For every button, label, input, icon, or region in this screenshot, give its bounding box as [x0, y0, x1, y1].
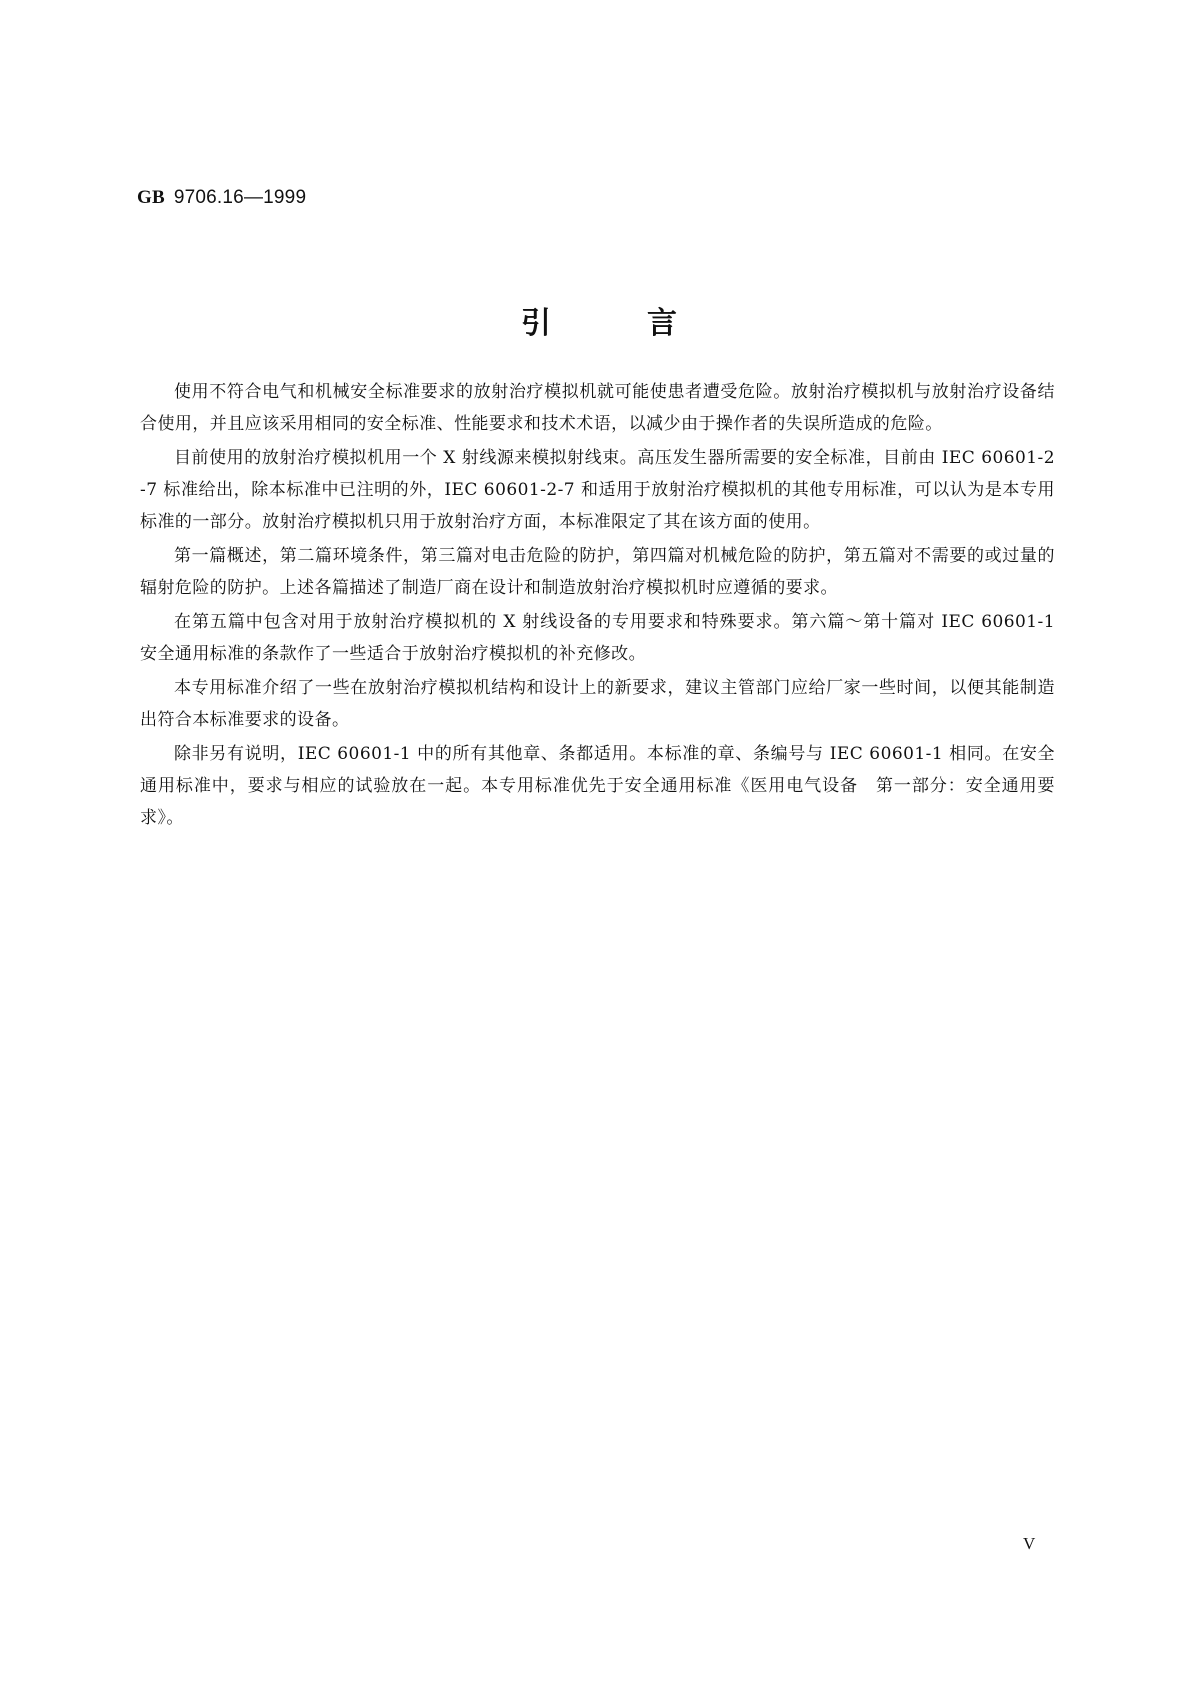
standard-code: 9706.16—1999: [173, 187, 307, 208]
paragraph-5: 本专用标准介绍了一些在放射治疗模拟机结构和设计上的新要求，建议主管部门应给厂家一些时间，以便其能制造出符合本标准要求的设备。: [140, 678, 1055, 730]
paragraph-6: 除非另有说明，IEC 60601-1 中的所有其他章、条都适用。本标准的章、条编号与 IEC 60601-1 相同。在安全通用标准中，要求与相应的试验放在一起。本专用标准优先于安全通用标准《医用电气设备 第一部分：安全通用要求》。: [140, 744, 1055, 828]
paragraph-1: 使用不符合电气和机械安全标准要求的放射治疗模拟机就可能使患者遭受危险。放射治疗模拟机与放射治疗设备结合使用，并且应该采用相同的安全标准、性能要求和技术术语，以减少由于操作者的失误所造成的危险。: [140, 382, 1055, 434]
title-char-2: 言: [647, 306, 677, 341]
introduction-body: [140, 376, 1055, 834]
page-number: V: [1023, 1534, 1036, 1553]
paragraph-4: 在第五篇中包含对用于放射治疗模拟机的 X 射线设备的专用要求和特殊要求。第六篇～第十篇对 IEC 60601-1 安全通用标准的条款作了一些适合于放射治疗模拟机的补充修改。: [140, 612, 1055, 664]
standard-prefix: GB: [137, 187, 165, 208]
standard-number-header: [137, 186, 306, 209]
page-title: [0, 304, 1191, 348]
paragraph-2: 目前使用的放射治疗模拟机用一个 X 射线源来模拟射线束。高压发生器所需要的安全标准，目前由 IEC 60601-2-7 标准给出，除本标准中已注明的外，IEC 60601-2-7 和适用于放射治疗模拟机的其他专用标准，可以认为是本专用标准的一部分。放射治疗模拟机只用于放射治疗方面，本标准限定了其在该方面的使用。: [140, 448, 1055, 532]
title-char-1: 引: [521, 306, 551, 341]
paragraph-3: 第一篇概述，第二篇环境条件，第三篇对电击危险的防护，第四篇对机械危险的防护，第五篇对不需要的或过量的辐射危险的防护。上述各篇描述了制造厂商在设计和制造放射治疗模拟机时应遵循的要求。: [140, 546, 1055, 598]
